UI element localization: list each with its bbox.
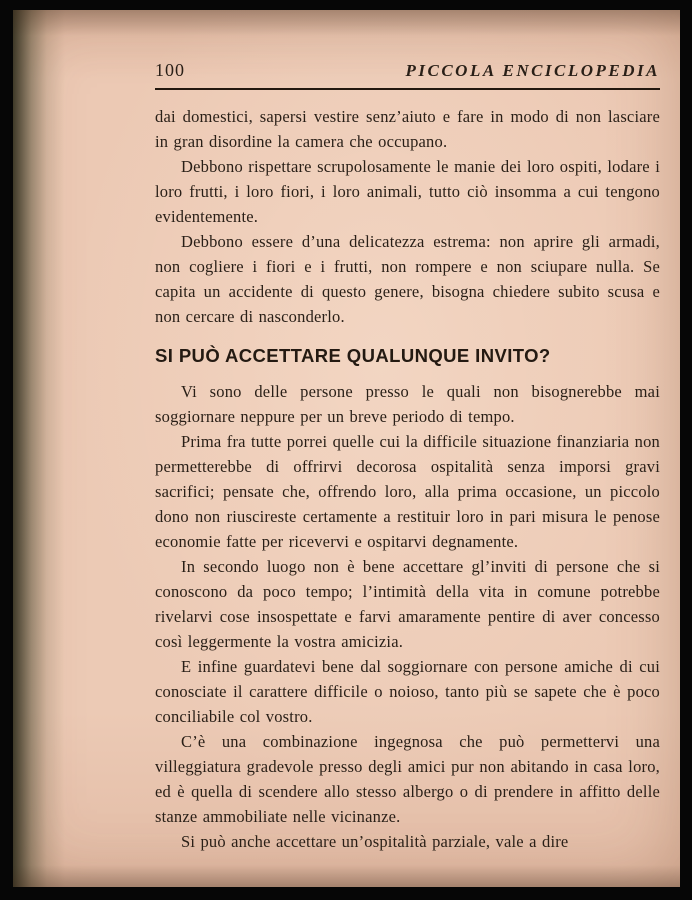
running-header [155,60,660,90]
paragraph: E infine guardatevi bene dal soggiornare con persone amiche di cui conosciate il carattere difficile o noioso, tanto più se sapete che è poco conciliabile col vostro. [155,657,660,726]
paragraph: Vi sono delle persone presso le quali non bisognerebbe mai soggiornare neppure per un breve periodo di tempo. [155,382,660,426]
paragraph: dai domestici, sapersi vestire senz’aiuto e fare in modo di non lasciare in gran disordine la camera che occupano. [155,107,660,151]
paragraph: Si può anche accettare un’ospitalità parziale, vale a dire [181,832,569,851]
paragraph: In secondo luogo non è bene accettare gl’inviti di persone che si conoscono da poco tempo; l’intimità della vita in comune potrebbe rivelarvi cose insospettate e farvi amaramente pentire di aver concesso così leggermente la vostra amicizia. [155,557,660,651]
book-binding-shadow [13,10,65,887]
book-page [13,10,680,887]
paragraph: Debbono rispettare scrupolosamente le manie dei loro ospiti, lodare i loro frutti, i loro fiori, i loro animali, tutto ciò insomma a cui tengono evidentemente. [155,157,660,226]
paragraph: C’è una combinazione ingegnosa che può permettervi una villeggiatura gradevole presso degli amici pur non abitando in casa loro, ed è quella di scendere allo stesso albergo o di prendere in affitto delle stanze ammobiliate nelle vicinanze. [155,732,660,826]
paragraph: Debbono essere d’una delicatezza estrema: non aprire gli armadi, non cogliere i fiori e i frutti, non rompere e non sciupare nulla. Se capita un accidente di questo genere, bisogna chiedere subito scusa e non cercare di nasconderlo. [155,232,660,326]
section-heading: SI PUÒ ACCETTARE QUALUNQUE INVITO? [155,345,551,366]
paragraph: Prima fra tutte porrei quelle cui la difficile situazione finanziaria non permetterebbe di offrirvi decorosa ospitalità senza imporsi gravi sacrifici; pensate che, offrendo loro, alla prima occasione, un piccolo dono non riuscireste certamente a restituir loro in pari misura le penose economie fatte per ricevervi e ospitarvi degnamente. [155,432,660,551]
text-column [155,60,660,854]
page-top-shadow [13,10,680,36]
page-bottom-shadow [13,865,680,887]
header-title: PICCOLA ENCICLOPEDIA [405,61,660,80]
page-number: 100 [155,60,185,80]
body-text [155,104,660,854]
